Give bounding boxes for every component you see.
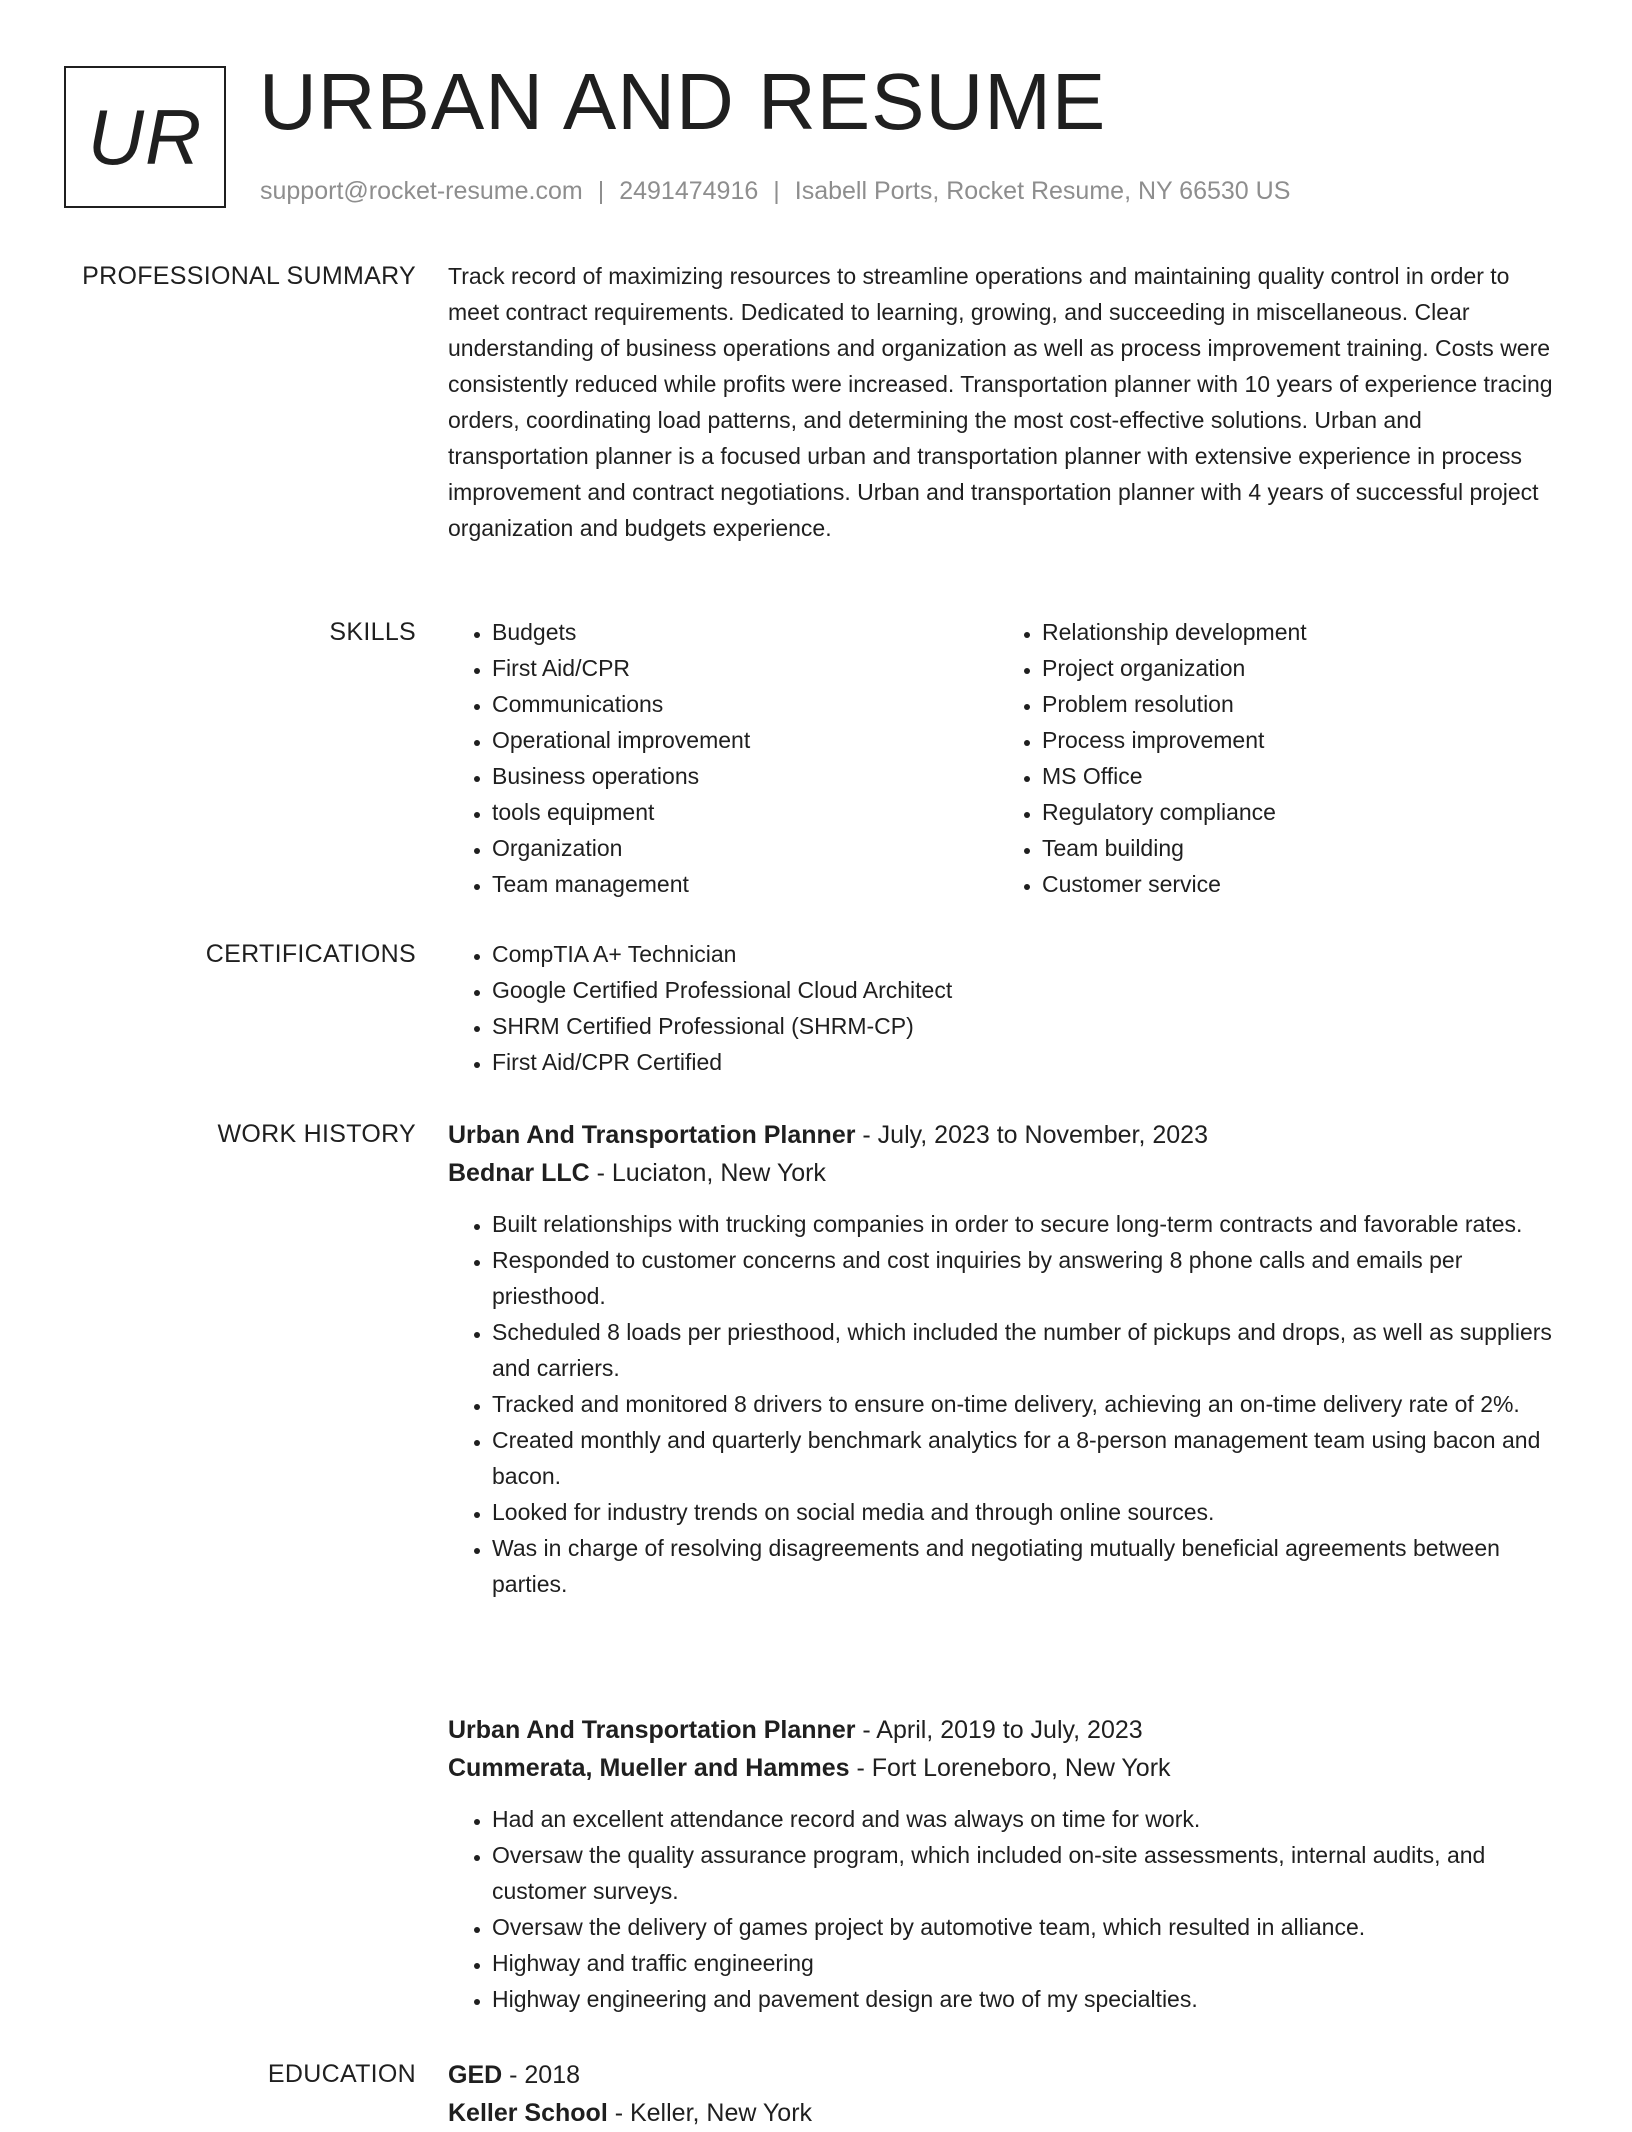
job-bullet-item: • Responded to customer concerns and cost inquiries by answering 8 phone calls and emails per priesthood. <box>492 1242 1563 1314</box>
resume-name: URBAN AND RESUME <box>259 57 1107 146</box>
skill-item: • Relationship development <box>1042 614 1548 650</box>
job-bullet-item: • Scheduled 8 loads per priesthood, which included the number of pickups and drops, as well as suppliers and carriers. <box>492 1314 1563 1386</box>
job-bullet-item: • Built relationships with trucking companies in order to secure long-term contracts and favorable rates. <box>492 1206 1563 1242</box>
certification-item: • CompTIA A+ Technician <box>492 936 1563 972</box>
contact-phone: 2491474916 <box>619 177 759 205</box>
job-bullet-item: • Looked for industry trends on social media and through online sources. <box>492 1494 1563 1530</box>
contact-line <box>260 174 1290 208</box>
summary-text: Track record of maximizing resources to streamline operations and maintaining quality control in order to meet contract requirements. Dedicated to learning, growing, and succeeding in miscellaneous. Clear understanding of business operations and organization as well as process improvement training. Costs were consistently reduced while profits were increased. Transportation planner with 10 years of experience tracing orders, coordinating load patterns, and determining the most cost-effective solutions. Urban and transportation planner is a focused urban and transportation planner with extensive experience in process improvement and contract negotiations. Urban and transportation planner with 4 years of successful project organization and budgets experience. <box>448 263 1553 541</box>
section-label-work: WORK HISTORY <box>217 1120 416 1148</box>
job-bullet-item: • Highway engineering and pavement design are two of my specialties. <box>492 1981 1563 2017</box>
job-location: - Luciaton, New York <box>589 1159 826 1187</box>
contact-separator: | <box>773 177 780 205</box>
skill-item: • Business operations <box>492 758 998 794</box>
job-bullet-item: • Was in charge of resolving disagreements and negotiating mutually beneficial agreements between parties. <box>492 1530 1563 1602</box>
skill-item: • tools equipment <box>492 794 998 830</box>
certification-item: • SHRM Certified Professional (SHRM-CP) <box>492 1008 1563 1044</box>
job-bullet-item: • Had an excellent attendance record and was always on time for work. <box>492 1801 1563 1837</box>
section-label-education: EDUCATION <box>267 2060 416 2088</box>
certifications-list <box>448 936 1563 1080</box>
certifications-body <box>448 936 1563 1080</box>
skills-column-right <box>998 614 1548 902</box>
job-bullet-item: • Tracked and monitored 8 drivers to ensure on-time delivery, achieving an on-time delivery rate of 2%. <box>492 1386 1563 1422</box>
job-location: - Fort Loreneboro, New York <box>849 1754 1171 1782</box>
skill-item: • MS Office <box>1042 758 1548 794</box>
education-degree-line <box>448 2056 1563 2094</box>
education-year: - 2018 <box>502 2061 581 2089</box>
job-company-line <box>448 1154 1563 1192</box>
job-dates: - July, 2023 to November, 2023 <box>855 1121 1208 1149</box>
monogram-box <box>64 66 226 208</box>
skill-item: • Project organization <box>1042 650 1548 686</box>
skill-item: • Communications <box>492 686 998 722</box>
job-entry <box>448 1116 1563 1602</box>
section-label-summary: PROFESSIONAL SUMMARY <box>82 262 416 290</box>
work-history-body <box>448 1116 1563 1602</box>
job-title: Urban And Transportation Planner <box>448 1121 856 1149</box>
job-title: Urban And Transportation Planner <box>448 1716 856 1744</box>
certification-item: • First Aid/CPR Certified <box>492 1044 1563 1080</box>
job-company-line <box>448 1749 1563 1787</box>
contact-address: Isabell Ports, Rocket Resume, NY 66530 US <box>794 177 1291 205</box>
job-bullet-item: • Created monthly and quarterly benchmark analytics for a 8-person management team using bacon and bacon. <box>492 1422 1563 1494</box>
skill-item: • Team management <box>492 866 998 902</box>
job-company: Bednar LLC <box>448 1159 590 1187</box>
job-company: Cummerata, Mueller and Hammes <box>448 1754 850 1782</box>
job-bullet-item: • Oversaw the delivery of games project by automotive team, which resulted in alliance. <box>492 1909 1563 1945</box>
skill-item: • Process improvement <box>1042 722 1548 758</box>
section-label-skills: SKILLS <box>329 618 416 646</box>
job-bullet-item: • Highway and traffic engineering <box>492 1945 1563 1981</box>
monogram-initials: UR <box>87 92 203 181</box>
skill-item: • Regulatory compliance <box>1042 794 1548 830</box>
section-label-certifications: CERTIFICATIONS <box>205 940 416 968</box>
education-location: - Keller, New York <box>607 2099 813 2127</box>
education-school: Keller School <box>448 2099 608 2127</box>
job-title-line <box>448 1711 1563 1749</box>
education-school-line <box>448 2094 1563 2132</box>
contact-separator: | <box>597 177 605 205</box>
skill-item: • Budgets <box>492 614 998 650</box>
skills-list-left <box>448 614 998 902</box>
contact-email: support@rocket-resume.com <box>260 177 583 205</box>
skill-item: • Operational improvement <box>492 722 998 758</box>
work-history-body-2 <box>448 1711 1563 2017</box>
job-dates: - April, 2019 to July, 2023 <box>855 1716 1143 1744</box>
skill-item: • First Aid/CPR <box>492 650 998 686</box>
skills-body <box>448 614 1563 902</box>
skills-list-right <box>998 614 1548 902</box>
summary-body <box>448 258 1563 546</box>
certification-item: • Google Certified Professional Cloud Architect <box>492 972 1563 1008</box>
skills-column-left <box>448 614 998 902</box>
job-entry <box>448 1711 1563 2017</box>
job-title-line <box>448 1116 1563 1154</box>
job-bullets <box>448 1801 1563 2017</box>
skill-item: • Customer service <box>1042 866 1548 902</box>
skill-item: • Team building <box>1042 830 1548 866</box>
skill-item: • Problem resolution <box>1042 686 1548 722</box>
job-bullets <box>448 1206 1563 1602</box>
education-body <box>448 2056 1563 2132</box>
education-degree: GED <box>448 2061 503 2089</box>
skill-item: • Organization <box>492 830 998 866</box>
job-bullet-item: • Oversaw the quality assurance program, which included on-site assessments, internal audits, and customer surveys. <box>492 1837 1563 1909</box>
